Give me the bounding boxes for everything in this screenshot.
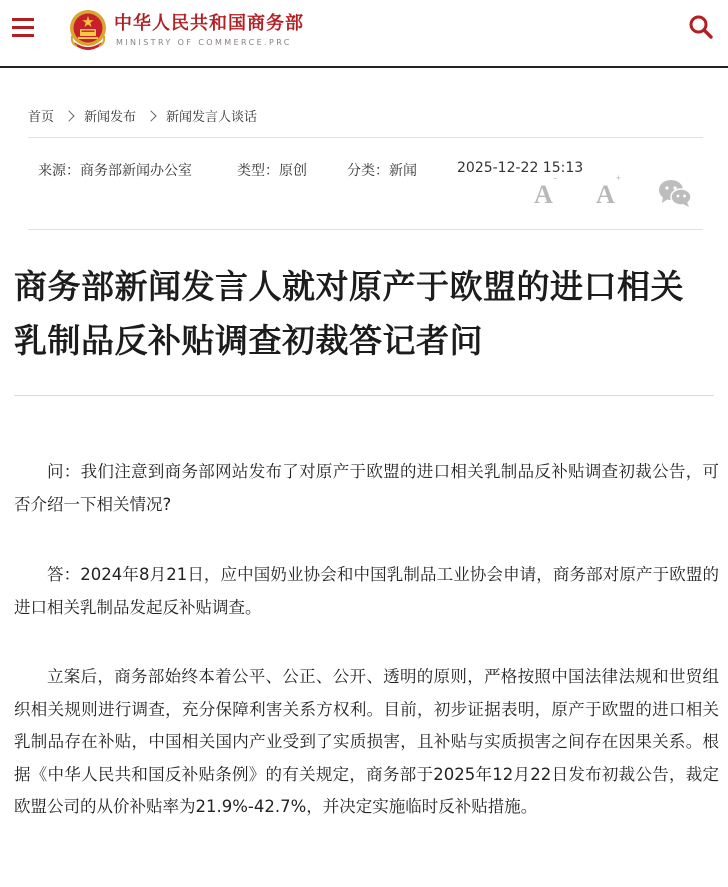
font-decrease-glyph: A bbox=[534, 180, 553, 209]
search-icon[interactable] bbox=[688, 14, 714, 40]
national-emblem-logo[interactable] bbox=[68, 8, 108, 52]
chevron-right-icon bbox=[63, 110, 74, 121]
wechat-icon[interactable] bbox=[658, 178, 692, 208]
hamburger-menu-icon[interactable] bbox=[12, 18, 34, 38]
divider bbox=[28, 229, 703, 230]
site-name-en: MINISTRY OF COMMERCE.PRC bbox=[116, 38, 292, 47]
meta-source: 来源：商务部新闻办公室 bbox=[38, 163, 192, 179]
breadcrumb-news-release[interactable]: 新闻发布 bbox=[84, 110, 137, 125]
meta-type: 类型：原创 bbox=[237, 163, 307, 179]
meta-category: 分类：新闻 bbox=[347, 163, 417, 179]
breadcrumb-home[interactable]: 首页 bbox=[28, 110, 55, 125]
font-increase-button[interactable] bbox=[596, 173, 621, 210]
article-paragraph-details: 立案后，商务部始终本着公平、公正、公开、透明的原则，严格按照中国法律法规和世贸组织相关规则进行调查，充分保障利害关系方权利。目前，初步证据表明，原产于欧盟的进口相关乳制品存在补贴，中国相关国内产业受到了实质损害，且补贴与实质损害之间存在因果关系。根据《中华人民共和国反补贴条例》的有关规定，商务部于2025年12月22日发布初裁公告，裁定欧盟公司的从价补贴率为21.9%-42.7%，并决定实施临时反补贴措施。 bbox=[14, 667, 719, 816]
divider bbox=[14, 395, 714, 396]
site-name-cn[interactable]: 中华人民共和国商务部 bbox=[114, 13, 304, 34]
article-paragraph-question: 问：我们注意到商务部网站发布了对原产于欧盟的进口相关乳制品反补贴调查初裁公告，可否介绍一下相关情况? bbox=[14, 462, 719, 514]
chevron-right-icon bbox=[145, 110, 156, 121]
font-increase-glyph: A bbox=[596, 180, 615, 209]
breadcrumb bbox=[28, 106, 257, 125]
breadcrumb-spokesperson-talks[interactable]: 新闻发言人谈话 bbox=[166, 110, 258, 125]
site-header bbox=[0, 0, 728, 68]
divider bbox=[28, 137, 703, 138]
article-title: 商务部新闻发言人就对原产于欧盟的进口相关乳制品反补贴调查初裁答记者问 bbox=[14, 267, 684, 360]
article-meta bbox=[38, 160, 583, 180]
font-increase-mark: + bbox=[615, 173, 621, 184]
font-decrease-mark: - bbox=[553, 173, 557, 184]
meta-datetime: 2025-12-22 15:13 bbox=[457, 160, 584, 176]
font-decrease-button[interactable] bbox=[534, 173, 557, 210]
article-paragraph-answer: 答：2024年8月21日，应中国奶业协会和中国乳制品工业协会申请，商务部对原产于欧盟的进口相关乳制品发起反补贴调查。 bbox=[14, 565, 719, 617]
